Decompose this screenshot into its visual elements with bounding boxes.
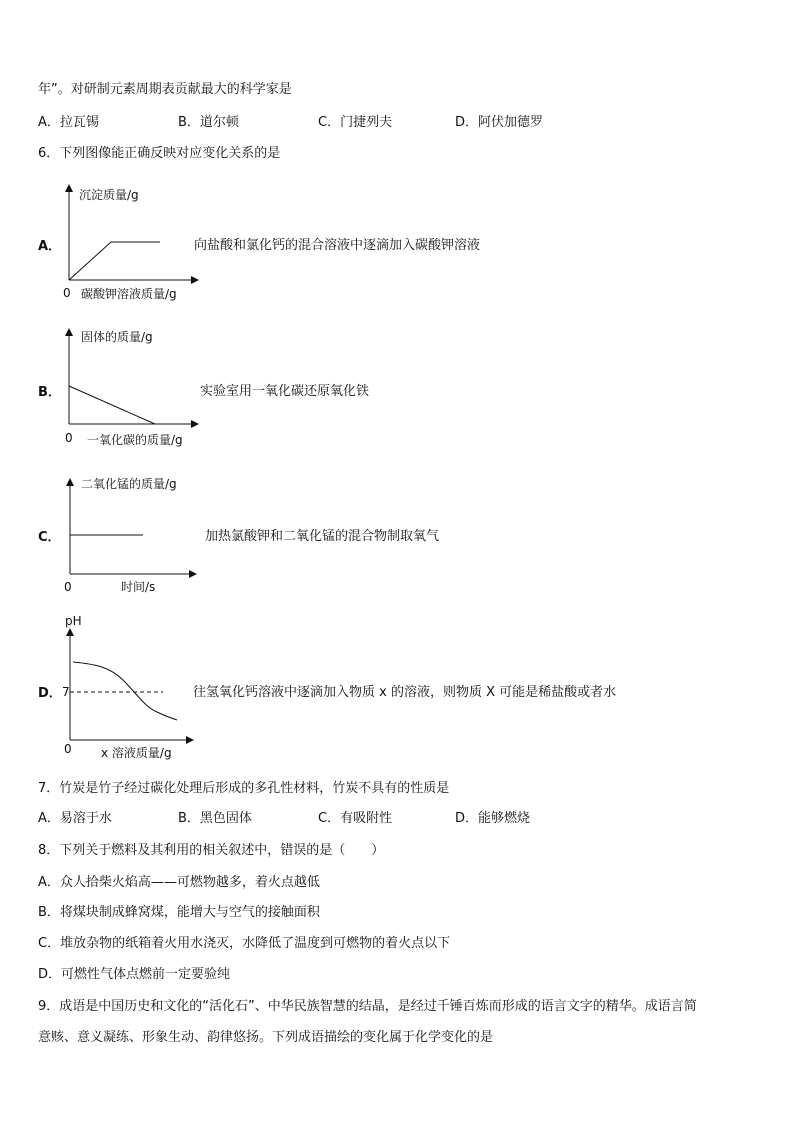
- origin-label: 0: [65, 431, 73, 445]
- option-c[interactable]: C．有吸附性: [318, 811, 393, 826]
- graph-a: [55, 180, 205, 305]
- option-a[interactable]: A．众人拾柴火焰高——可燃物越多，着火点越低: [38, 875, 320, 890]
- option-d[interactable]: D．能够燃烧: [455, 811, 531, 826]
- option-b[interactable]: B．黑色固体: [178, 811, 252, 826]
- option-a-label[interactable]: A．: [38, 239, 62, 254]
- graph-d-description: 往氢氧化钙溶液中逐滴加入物质 x 的溶液，则物质 X 可能是稀盐酸或者水: [193, 685, 617, 700]
- question-6-stem: 6．下列图像能正确反映对应变化关系的是: [38, 146, 281, 161]
- option-b[interactable]: B．将煤块制成蜂窝煤，能增大与空气的接触面积: [38, 905, 320, 920]
- x-axis-label: 时间/s: [121, 580, 156, 594]
- question-7-stem: 7．竹炭是竹子经过碳化处理后形成的多孔性材料，竹炭不具有的性质是: [38, 781, 450, 796]
- x-axis-label: 一氧化碳的质量/g: [87, 433, 183, 447]
- y-axis-label: 固体的质量/g: [81, 330, 153, 344]
- graph-b-description: 实验室用一氧化碳还原氧化铁: [200, 384, 370, 399]
- graph-c: [55, 472, 205, 597]
- graph-b: [55, 322, 205, 450]
- y-axis-label: pH: [65, 614, 82, 628]
- question-9-line-1: 9．成语是中国历史和文化的“活化石”、中华民族智慧的结晶，是经过千锤百炼而形成的语言文字的精华。成语言简: [38, 999, 697, 1014]
- option-a[interactable]: A．拉瓦锡: [38, 115, 99, 130]
- origin-label: 0: [63, 286, 71, 300]
- origin-label: 0: [64, 742, 72, 756]
- option-c-label[interactable]: C．: [38, 530, 61, 545]
- graph-a-description: 向盐酸和氯化钙的混合溶液中逐滴加入碳酸钾溶液: [194, 238, 481, 253]
- option-b[interactable]: B．道尔顿: [178, 115, 239, 130]
- option-d[interactable]: D．可燃性气体点燃前一定要验纯: [38, 967, 231, 982]
- graph-d: [55, 612, 205, 762]
- x-axis-label: 碳酸钾溶液质量/g: [81, 287, 177, 301]
- option-b-label[interactable]: B．: [38, 385, 61, 400]
- x-axis-label: x 溶液质量/g: [101, 746, 172, 760]
- question-8-stem: 8．下列关于燃料及其利用的相关叙述中，错误的是（ ）: [38, 843, 385, 858]
- option-c[interactable]: C．堆放杂物的纸箱着火用水浇灭，水降低了温度到可燃物的着火点以下: [38, 936, 451, 951]
- ph-7-label: 7: [62, 685, 70, 699]
- text-line: 年”。对研制元素周期表贡献最大的科学家是: [38, 82, 292, 97]
- y-axis-label: 二氧化锰的质量/g: [81, 477, 177, 491]
- option-c[interactable]: C．门捷列夫: [318, 115, 393, 130]
- option-a[interactable]: A．易溶于水: [38, 811, 112, 826]
- question-9-line-2: 意赅、意义凝练、形象生动、韵律悠扬。下列成语描绘的变化属于化学变化的是: [38, 1030, 494, 1045]
- option-d-label[interactable]: D．: [38, 686, 62, 701]
- origin-label: 0: [64, 580, 72, 594]
- graph-c-description: 加热氯酸钾和二氧化锰的混合物制取氧气: [205, 529, 440, 544]
- y-axis-label: 沉淀质量/g: [79, 188, 139, 202]
- option-d[interactable]: D．阿伏加德罗: [455, 115, 544, 130]
